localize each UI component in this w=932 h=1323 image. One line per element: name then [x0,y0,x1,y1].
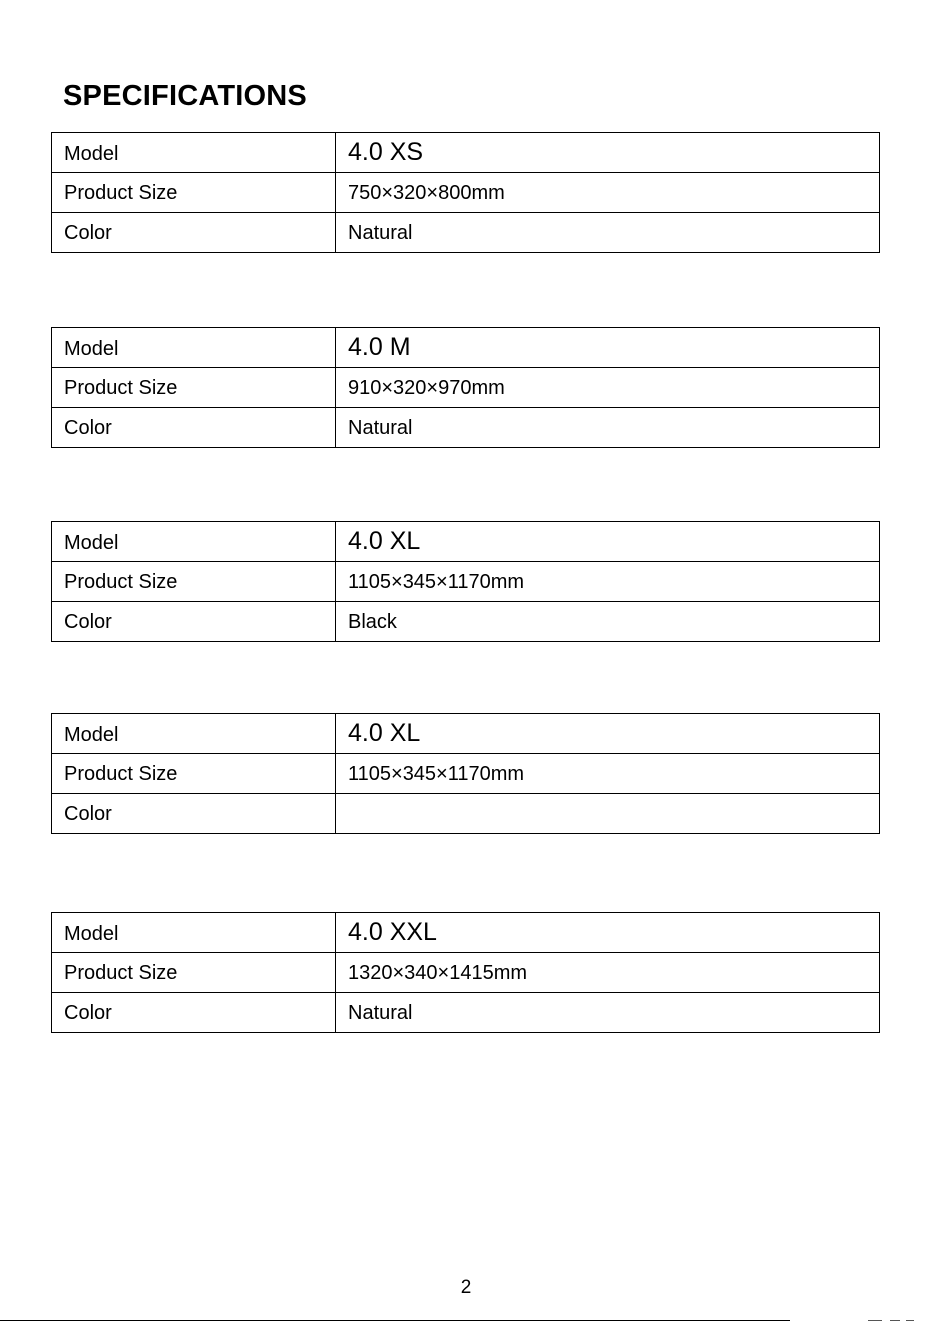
product-size-label: Product Size [52,953,336,993]
product-size-value: 750×320×800mm [336,173,880,213]
product-size-value: 1320×340×1415mm [336,953,880,993]
page-title: SPECIFICATIONS [63,80,307,112]
model-value: 4.0 M [336,328,880,368]
spec-table-5 [51,912,880,1033]
footer-mark [890,1320,900,1321]
product-size-value: 1105×345×1170mm [336,562,880,602]
product-size-row [52,562,880,602]
color-value [336,794,880,834]
color-row [52,993,880,1033]
color-label: Color [52,794,336,834]
color-value: Natural [336,408,880,448]
product-size-row [52,953,880,993]
color-row [52,408,880,448]
model-row [52,913,880,953]
color-value: Black [336,602,880,642]
model-label: Model [52,522,336,562]
color-label: Color [52,213,336,253]
color-row [52,213,880,253]
color-value: Natural [336,993,880,1033]
color-row [52,602,880,642]
product-size-row [52,754,880,794]
model-value: 4.0 XL [336,714,880,754]
spec-table-3 [51,521,880,642]
color-value: Natural [336,213,880,253]
page-number: 2 [460,1277,472,1298]
model-row [52,714,880,754]
product-size-label: Product Size [52,173,336,213]
color-row [52,794,880,834]
model-row [52,328,880,368]
model-label: Model [52,133,336,173]
footer-mark [906,1320,914,1321]
color-label: Color [52,408,336,448]
footer-mark [868,1320,882,1321]
model-row [52,522,880,562]
model-label: Model [52,714,336,754]
model-label: Model [52,328,336,368]
product-size-label: Product Size [52,368,336,408]
product-size-row [52,368,880,408]
product-size-value: 910×320×970mm [336,368,880,408]
product-size-label: Product Size [52,754,336,794]
model-value: 4.0 XL [336,522,880,562]
product-size-value: 1105×345×1170mm [336,754,880,794]
model-value: 4.0 XXL [336,913,880,953]
footer-rule [0,1320,790,1321]
spec-table-1 [51,132,880,253]
product-size-label: Product Size [52,562,336,602]
color-label: Color [52,602,336,642]
color-label: Color [52,993,336,1033]
model-row [52,133,880,173]
model-value: 4.0 XS [336,133,880,173]
product-size-row [52,173,880,213]
model-label: Model [52,913,336,953]
spec-table-2 [51,327,880,448]
spec-table-4 [51,713,880,834]
